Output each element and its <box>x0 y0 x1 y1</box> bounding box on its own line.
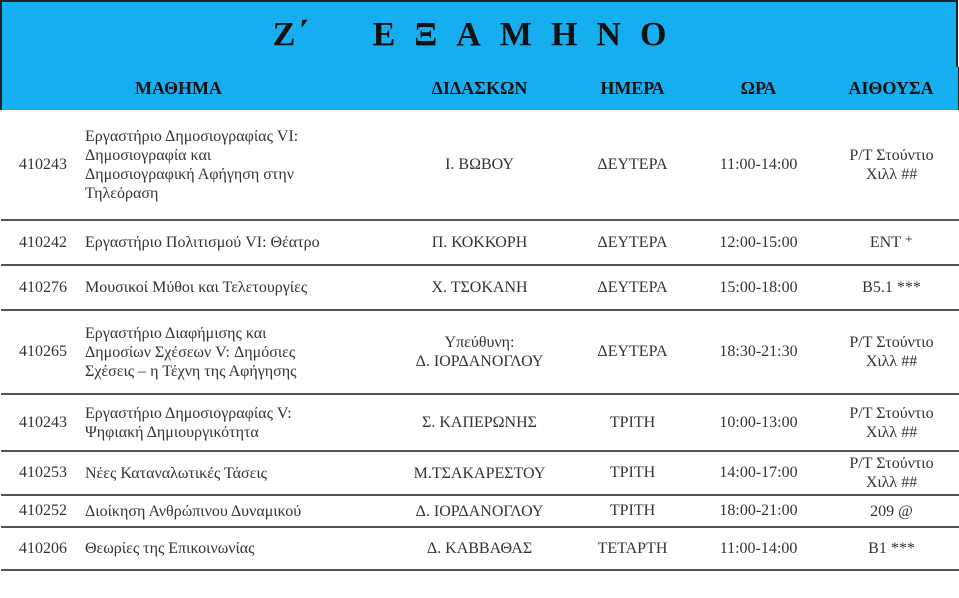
instructor-line: Χ. ΤΣΟΚΑΝΗ <box>431 279 528 296</box>
course-title-line: Μουσικοί Μύθοι και Τελετουργίες <box>85 279 308 296</box>
semester-number: Ζ΄ <box>272 15 311 53</box>
instructor <box>387 527 572 570</box>
header-course: ΜΑΘΗΜΑ <box>85 67 387 110</box>
header-room: ΑΙΘΟΥΣΑ <box>824 67 959 110</box>
classroom <box>824 220 959 265</box>
header-day: ΗΜΕΡΑ <box>572 67 693 110</box>
table-row <box>1 495 959 527</box>
classroom-line: ΕΝΤ ⁺ <box>869 234 914 251</box>
instructor <box>387 220 572 265</box>
header-row <box>1 67 959 110</box>
course-title-line: Δημοσιογραφία και <box>85 146 212 164</box>
time-slot: 14:00-17:00 <box>693 451 824 495</box>
course-title-line: Σχέσεις – η Τέχνη της Αφήγησης <box>85 362 297 380</box>
course-title-line: Δημοσιογραφική Αφήγηση στην <box>85 165 294 183</box>
course-code: 410243 <box>1 110 85 220</box>
classroom-line: Ρ/Τ Στούντιο <box>849 334 934 351</box>
classroom-line: 209 @ <box>870 502 913 520</box>
course-title <box>85 220 387 265</box>
instructor <box>387 110 572 220</box>
course-title-line: Θεωρίες της Επικοινωνίας <box>85 540 255 557</box>
course-code: 410276 <box>1 265 85 310</box>
schedule-table <box>0 67 959 571</box>
course-code: 410242 <box>1 220 85 265</box>
weekday: ΤΡΙΤΗ <box>572 394 693 451</box>
semester-title <box>0 0 958 67</box>
instructor <box>387 495 572 527</box>
instructor-line: Δ. ΙΟΡΔΑΝΟΓΛΟΥ <box>415 502 544 520</box>
instructor <box>387 310 572 394</box>
course-code: 410253 <box>1 451 85 495</box>
classroom <box>824 265 959 310</box>
course-title <box>85 310 387 394</box>
classroom-line: Χιλλ ## <box>865 353 918 370</box>
course-title-line: Εργαστήριο Διαφήμισης και <box>85 324 267 342</box>
course-title-line: Τηλεόραση <box>85 184 159 202</box>
course-code: 410206 <box>1 527 85 570</box>
table-row <box>1 451 959 495</box>
classroom <box>824 394 959 451</box>
instructor-line: Ι. ΒΩΒΟΥ <box>445 156 514 173</box>
classroom-line: Β5.1 *** <box>862 279 921 296</box>
weekday: ΔΕΥΤΕΡΑ <box>572 110 693 220</box>
schedule-rows <box>1 110 959 570</box>
classroom-line: Χιλλ ## <box>865 474 918 491</box>
instructor-line: Δ. ΙΟΡΔΑΝΟΓΛΟΥ <box>415 353 544 370</box>
classroom-line: Χιλλ ## <box>865 423 918 441</box>
course-title <box>85 451 387 495</box>
table-row <box>1 110 959 220</box>
course-title-line: Δημοσίων Σχέσεων V: Δημόσιες <box>85 343 296 361</box>
instructor-line: Π. ΚΟΚΚΟΡΗ <box>431 234 528 251</box>
header-time: ΩΡΑ <box>693 67 824 110</box>
course-title-line: Εργαστήριο Δημοσιογραφίας V: <box>85 404 292 422</box>
instructor <box>387 265 572 310</box>
course-title <box>85 110 387 220</box>
semester-word: ΕΞΑΜΗΝΟ <box>372 15 686 53</box>
classroom-line: Ρ/Τ Στούντιο <box>849 404 934 422</box>
course-title-line: Ψηφιακή Δημιουργικότητα <box>85 423 259 441</box>
time-slot: 18:30-21:30 <box>693 310 824 394</box>
classroom <box>824 495 959 527</box>
classroom-line: Ρ/Τ Στούντιο <box>849 146 934 164</box>
classroom <box>824 451 959 495</box>
course-title <box>85 394 387 451</box>
classroom <box>824 110 959 220</box>
course-title-line: Νέες Καταναλωτικές Τάσεις <box>85 464 267 482</box>
course-code: 410265 <box>1 310 85 394</box>
table-row <box>1 265 959 310</box>
time-slot: 15:00-18:00 <box>693 265 824 310</box>
course-title-line: Διοίκηση Ανθρώπινου Δυναμικού <box>85 502 302 520</box>
course-title <box>85 265 387 310</box>
time-slot: 12:00-15:00 <box>693 220 824 265</box>
instructor-line: Σ. ΚΑΠΕΡΩΝΗΣ <box>422 414 537 431</box>
instructor-line: Υπεύθυνη: <box>444 334 515 351</box>
course-title <box>85 495 387 527</box>
instructor-line: Μ.ΤΣΑΚΑΡΕΣΤΟΥ <box>413 464 546 482</box>
table-row <box>1 394 959 451</box>
weekday: ΤΡΙΤΗ <box>572 451 693 495</box>
course-code: 410243 <box>1 394 85 451</box>
time-slot: 11:00-14:00 <box>693 527 824 570</box>
instructor-line: Δ. ΚΑΒΒΑΘΑΣ <box>426 540 533 557</box>
table-row <box>1 310 959 394</box>
weekday: ΤΡΙΤΗ <box>572 495 693 527</box>
instructor <box>387 451 572 495</box>
table-row <box>1 220 959 265</box>
classroom-line: Ρ/Τ Στούντιο <box>849 455 934 472</box>
classroom-line: Χιλλ ## <box>865 165 918 183</box>
classroom-line: Β1 *** <box>868 540 915 557</box>
course-title-line: Εργαστήριο Πολιτισμού VI: Θέατρο <box>85 234 320 251</box>
weekday: ΤΕΤΑΡΤΗ <box>572 527 693 570</box>
course-title-line: Εργαστήριο Δημοσιογραφίας VI: <box>85 127 299 145</box>
table-row <box>1 527 959 570</box>
classroom <box>824 527 959 570</box>
instructor <box>387 394 572 451</box>
weekday: ΔΕΥΤΕΡΑ <box>572 265 693 310</box>
time-slot: 18:00-21:00 <box>693 495 824 527</box>
weekday: ΔΕΥΤΕΡΑ <box>572 220 693 265</box>
header-teacher: ΔΙΔΑΣΚΩΝ <box>387 67 572 110</box>
weekday: ΔΕΥΤΕΡΑ <box>572 310 693 394</box>
classroom <box>824 310 959 394</box>
course-code: 410252 <box>1 495 85 527</box>
time-slot: 10:00-13:00 <box>693 394 824 451</box>
time-slot: 11:00-14:00 <box>693 110 824 220</box>
header-code <box>1 67 85 110</box>
course-title <box>85 527 387 570</box>
